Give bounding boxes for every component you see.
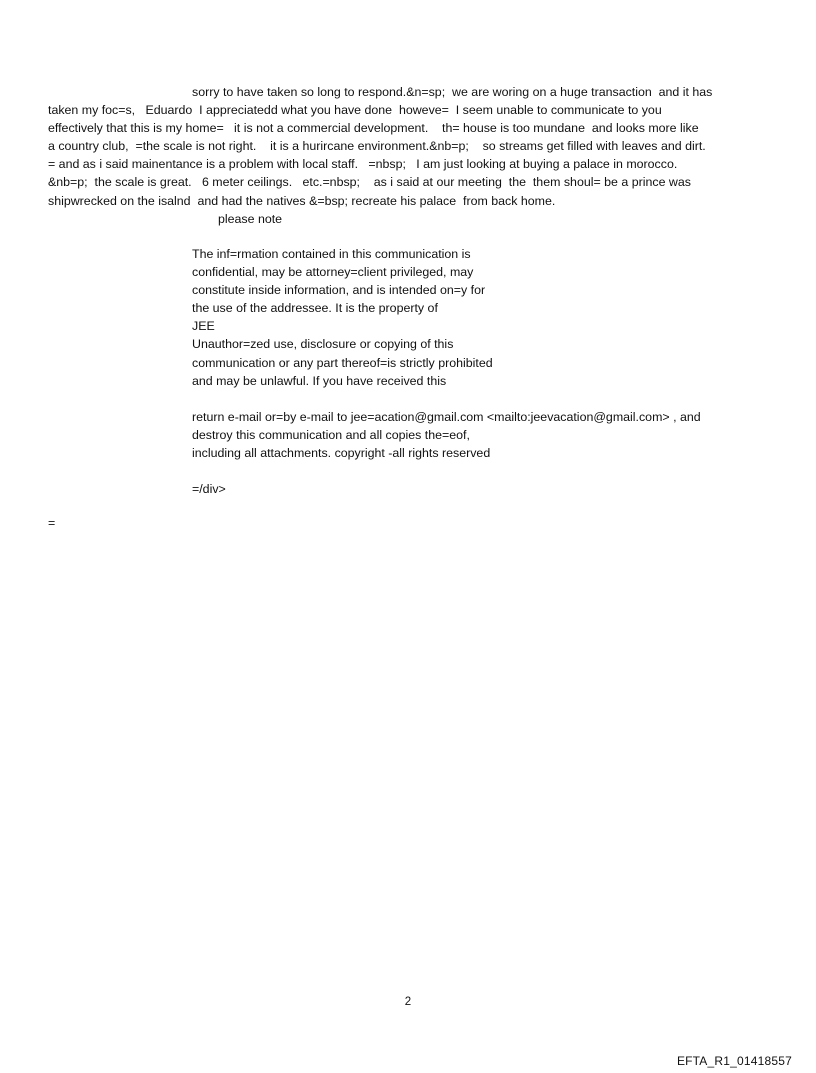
body-line: taken my foc=s, Eduardo I appreciatedd what you have done howeve= I seem unable to communicate to you [48, 103, 662, 118]
paragraph-gap [192, 390, 782, 408]
disclaimer-line: and may be unlawful. If you have received this [192, 373, 447, 388]
disclaimer-line: constitute inside information, and is intended on=y for [192, 283, 486, 298]
page-number: 2 [404, 996, 412, 1008]
document-id: EFTA_R1_01418557 [676, 1054, 792, 1068]
closing-div-tag: =/div> [192, 482, 226, 497]
disclaimer-line: Unauthor=zed use, disclosure or copying of this [192, 337, 454, 352]
confidentiality-disclaimer [192, 245, 782, 498]
paragraph-gap [192, 462, 782, 480]
disclaimer-line: destroy this communication and all copies the=eof, [192, 427, 470, 442]
disclaimer-line: JEE [192, 319, 215, 334]
disclaimer-line: return e-mail or=by e-mail to jee=acation@gmail.com <mailto:jeevacation@gmail.com> , and [192, 409, 701, 424]
body-line: shipwrecked on the isalnd and had the natives &=bsp; recreate his palace from back home. [48, 193, 556, 208]
disclaimer-line: communication or any part thereof=is strictly prohibited [192, 355, 493, 370]
trailing-equals: = [48, 516, 56, 530]
disclaimer-line: The inf=rmation contained in this communication is [192, 247, 471, 261]
body-line: sorry to have taken so long to respond.&n=sp; we are woring on a huge transaction and it has [192, 85, 713, 99]
disclaimer-line: the use of the addressee. It is the property of [192, 301, 438, 316]
please-note-line: please note [218, 211, 283, 226]
body-line: a country club, =the scale is not right. it is a hurircane environment.&nb=p; so streams get filled with leaves and dirt. [48, 139, 706, 154]
body-line: effectively that this is my home= it is not a commercial development. th= house is too mundane and looks more like [48, 121, 699, 136]
body-line: = and as i said mainentance is a problem with local staff. =nbsp; I am just looking at buying a palace in morocco. [48, 157, 678, 172]
email-body [48, 83, 788, 228]
disclaimer-line: including all attachments. copyright -all rights reserved [192, 445, 491, 460]
disclaimer-line: confidential, may be attorney=client privileged, may [192, 265, 474, 280]
body-line: &nb=p; the scale is great. 6 meter ceilings. etc.=nbsp; as i said at our meeting the them shoul= be a prince was [48, 175, 691, 190]
